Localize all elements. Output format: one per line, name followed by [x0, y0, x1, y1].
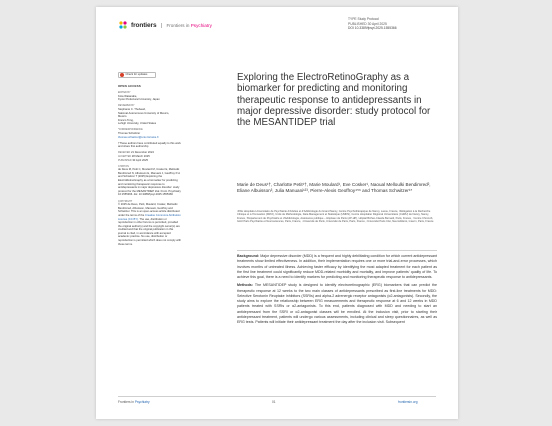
accepted-date: 28 March 2025	[131, 155, 150, 158]
published-label: PUBLISHED	[118, 158, 132, 162]
check-updates-button[interactable]	[118, 72, 156, 78]
reviewed-by-label: REVIEWED BY	[118, 104, 135, 108]
page-number: 01	[272, 400, 276, 404]
journal-field: Psychiatry	[190, 22, 212, 28]
affiliations: ¹Pôle Hospitalo-Universitaire de Psychiatrie d'Adultes et d'Addictologie du Grand Nancy, Centre Psychothérapique de Nancy, Laxou, France, ²Délégation à la Recherche Clinique et à l'Innovation (DRCI), Unité de Méthodologie, Data Management et Statistique (UMDS), Centre Hospitalier Régional Universitaire (CHRU) de Nancy, Nancy, France, ³Département de Psychiatrie et d'Addictologie, Assistance publique – Hôpitaux de Paris (AP-HP), Hôpital Bichat–Claude Bernard, Paris, France, ⁴Centre ChronoS, GHU Paris Psychiatrie et Neurosciences, Paris, France, ⁵Université de Paris, Université de Paris, Paris, France, ⁶Université Paris Cité, Neurodiderot, Inserm, Paris, France	[237, 210, 434, 224]
dates-block	[118, 151, 182, 162]
frontiers-logo-icon	[118, 20, 128, 30]
citation-label: CITATION	[118, 164, 129, 168]
copyright-tail: The use, distribution or reproduction in other forums is permitted, provided the original author(s) and the copyright owner(s) are credited and that the original publication in this journal is cited, in accordance with accepted academic practice. No use, distribution or reproduction is permitted which does not comply with these terms.	[118, 217, 182, 246]
check-updates-label: Check for updates	[125, 73, 148, 77]
abstract-background-text: Major depressive disorder (MDD) is a frequent and highly debilitating condition for which current antidepressant treatments show limited effectiveness. In addition, their implementation requires one or more trial-and-error processes, which involves months of untreated illness. Achieving faster efficacy by identifying the most adapted treatment for each patient as the first line treatment could significantly reduce MDD-related morbidity and mortality, and improve patients' quality of life. To achieve this goal, there is a need to identify markers for predicting and monitoring therapeutic response to antidepressants.	[237, 254, 437, 279]
meta-published: PUBLISHED 30 April 2025	[348, 21, 387, 26]
journal-prefix: Frontiers in	[166, 22, 190, 28]
correspondence-label: *CORRESPONDENCE	[118, 128, 143, 132]
article-meta	[348, 17, 448, 31]
abstract-divider	[237, 250, 437, 251]
abstract-background-lead: Background:	[237, 254, 260, 258]
edited-by-value: Kota Watanabe, Kyoto Prefectural University, Japan	[118, 94, 160, 102]
accepted-label: ACCEPTED	[118, 155, 132, 158]
abstract-methods-lead: Methods:	[237, 283, 253, 288]
abstract	[237, 254, 437, 328]
journal-header	[118, 20, 212, 30]
copyright-lead: © 2025 de Deus, Petit, Moulard, Cosker, Melloulki Bendimred, Albuisson, Manuani, Geoffroy and Schwitzer. This is an open-access article distributed under the terms of the	[118, 203, 180, 217]
journal-name	[161, 23, 211, 28]
reviewed-by-value: Stephanie C. Thebaud, National Autonomous University of Mexico, Mexico Franco Tong, Lehigh University, United States	[118, 107, 170, 126]
abstract-methods	[237, 283, 437, 325]
footer-journal-prefix: Frontiers in	[118, 400, 134, 404]
article-sidebar	[118, 72, 182, 246]
open-access-label: OPEN ACCESS	[118, 84, 141, 88]
footer-journal	[118, 400, 150, 404]
meta-doi[interactable]: DOI 10.3389/fpsyt.2025.1555366	[348, 26, 397, 30]
abstract-background	[237, 254, 437, 280]
brand-name: frontiers	[131, 21, 157, 29]
author-list: Marie de Deus¹†, Charlotte Petit¹†, Marie Moulard¹, Eve Cosker¹, Naoual Melloulki Bendimred², Eliane Albuisson³, Julia Manuani¹²³, Pierre-Alexis Geoffroy⁴⁵⁶ and Thomas Schwitzer¹*	[237, 182, 431, 194]
update-badge-icon	[120, 73, 124, 77]
citation-text: de Deus M, Petit C, Moulard M, Cosker E, Melloulki Bendimred N, Albuisson E, Manuani J, Geoffroy P-A and Schwitzer T (2025) Exploring the ElectroRetinoGraphy as a biomarker for predicting and monitoring therapeutic response to antidepressants in major depressive disorder: study protocol for the MESANTIDEP trial. Front. Psychiatry 16:1555366. doi: 10.3389/fpsyt.2025.1555366	[118, 168, 181, 197]
article-title: Exploring the ElectroRetinoGraphy as a biomarker for predicting and monitoring therapeutic response to antidepressants in major depressive disorder: study protocol for the MESANTIDEP trial	[237, 72, 431, 129]
copyright-text	[118, 203, 182, 246]
published-date: 30 April 2025	[132, 158, 149, 162]
meta-type: TYPE Study Protocol	[348, 17, 379, 21]
correspondence-name: Thomas Schwitzer	[118, 132, 141, 136]
article-page	[96, 7, 458, 419]
edited-by-label: EDITED BY	[118, 91, 131, 95]
footer-site-link[interactable]: frontiersin.org	[398, 400, 418, 404]
footer-journal-field: Psychiatry	[134, 400, 150, 404]
license-link[interactable]: Creative Commons Attribution License (CC BY).	[118, 213, 181, 221]
abstract-methods-text: The MESANTIDEP study is designed to identify electroretinographic (ERG) biomarkers that can predict the therapeutic response at 12 weeks to the two main classes of antidepressants prescribed as first-line treatments for MDD: Selective Serotonin Reuptake Inhibitors (SSRIs) and alpha-2 adrenergic receptor antagonists (α2-antagonists). Secondly, the study aims to explore the relationship between ERG measurements and therapeutic response at 6 and 12 weeks in MDD patients treated with SSRIs or α2-antagonists. To this end, patients diagnosed with MDD and needing to start an antidepressant from the SSRI or α2-antagonist classes will be enrolled. At the inclusion visit, prior to starting their antidepressant treatment, patients will undergo various assessments, including clinical and sleep questionnaires, as well as ERG tests. Patients will initiate their antidepressant treatment the day after the inclusion visit. Subsequent	[237, 283, 437, 324]
received-date: 21 December 2024	[130, 151, 154, 155]
copyright-label: COPYRIGHT	[118, 199, 133, 203]
correspondence-email-link[interactable]: thomas.schwitzer@univ-lorraine.fr	[118, 135, 159, 139]
footer-divider	[118, 396, 436, 397]
received-label: RECEIVED	[118, 151, 131, 155]
equal-contribution-note: †These authors have contributed equally to this work and share first authorship	[118, 141, 181, 149]
